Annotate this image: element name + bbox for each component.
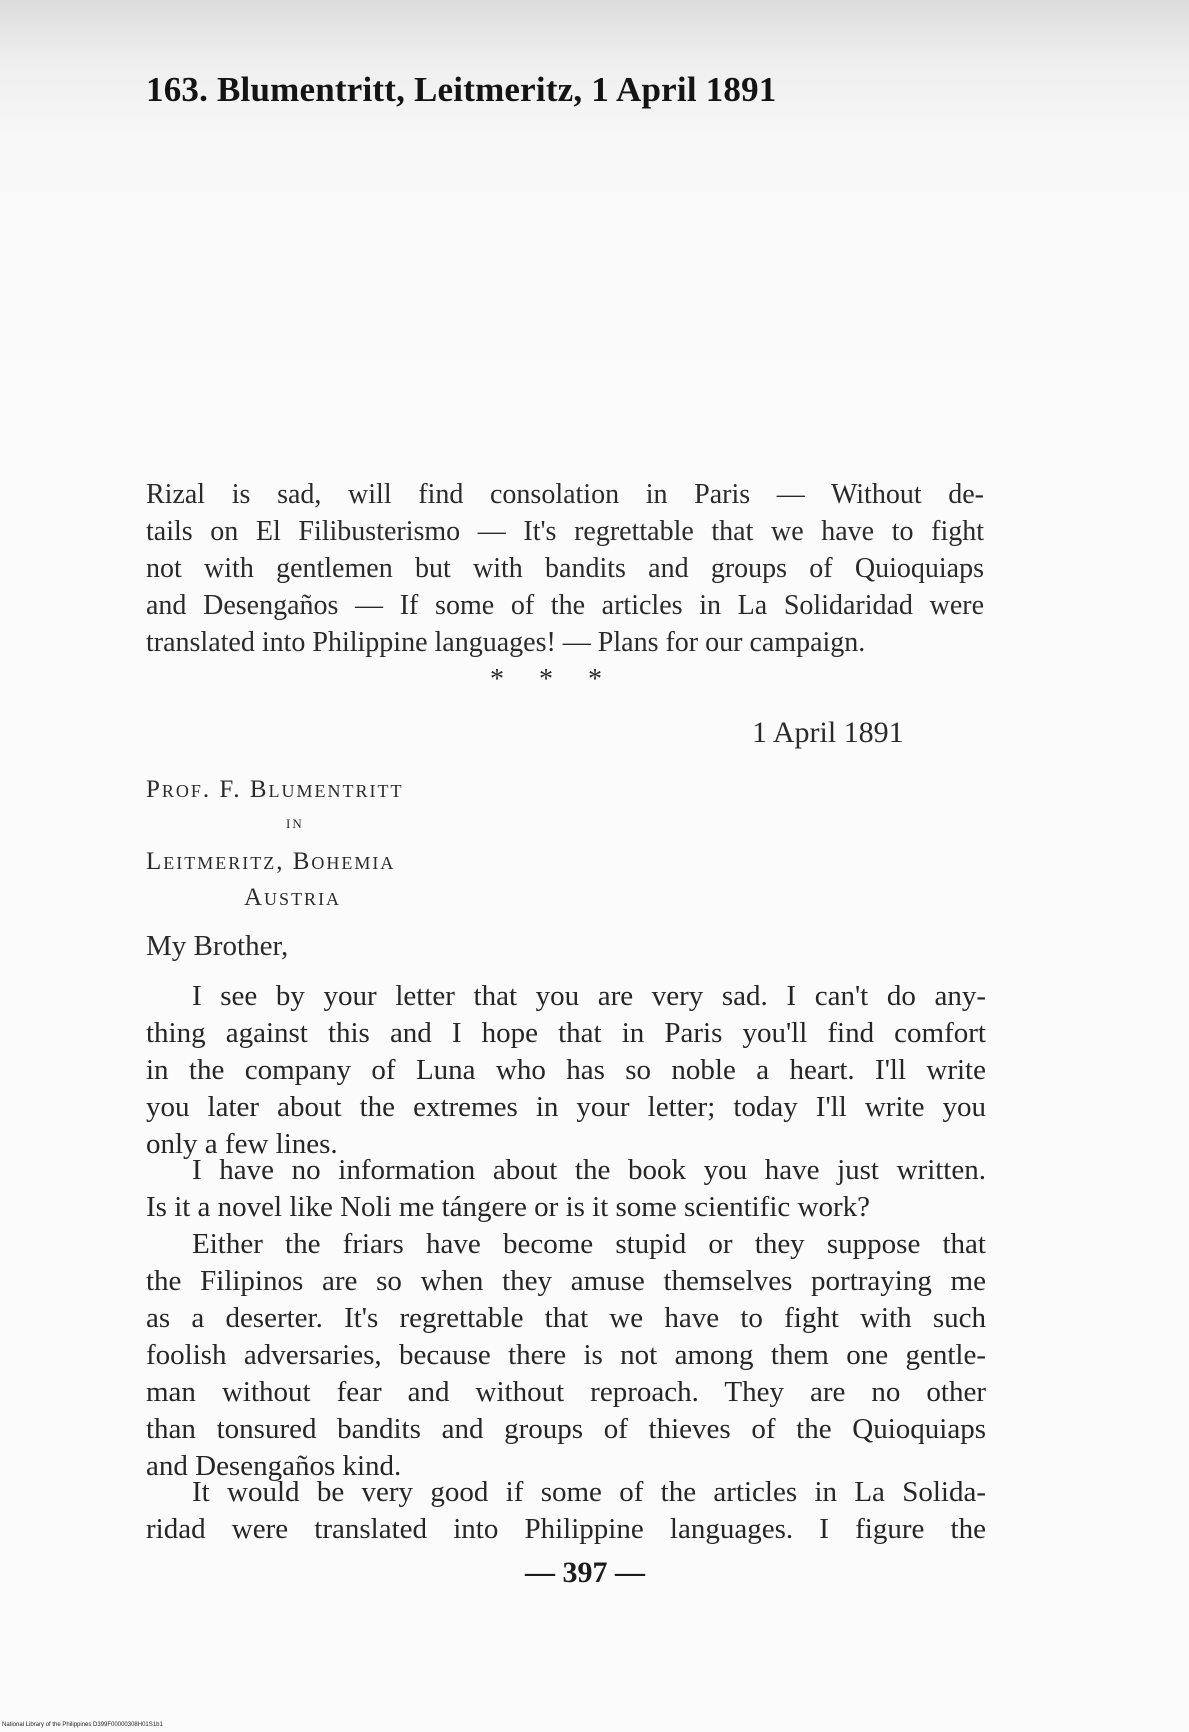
scan-footer: National Library of the Philippines D399F00000308H01S1b1 [2, 1722, 163, 1728]
paragraph-line: It would be very good if some of the articles in La Solida- [192, 1476, 986, 1508]
paragraph-line: and Desengaños kind. [146, 1450, 402, 1482]
paragraph-line: ridad were translated into Philippine languages. I figure the [146, 1513, 986, 1545]
salutation: My Brother, [146, 930, 289, 962]
section-separator: * * * [490, 664, 606, 695]
paragraph-line: foolish adversaries, because there is not among them one gentle- [146, 1339, 986, 1371]
paragraph [146, 1226, 986, 1485]
paragraph-line: you later about the extremes in your letter; today I'll write you [146, 1091, 986, 1123]
paragraph-line: than tonsured bandits and groups of thieves of the Quioquiaps [146, 1413, 986, 1445]
address-line: in [286, 812, 304, 833]
summary-line: not with gentlemen but with bandits and groups of Quioquiaps [146, 553, 984, 584]
summary-line: and Desengaños — If some of the articles in La Solidaridad were [146, 590, 984, 621]
paragraph-line: Either the friars have become stupid or they suppose that [192, 1228, 986, 1260]
summary-line: translated into Philippine languages! — Plans for our campaign. [146, 627, 866, 658]
paragraph-line: as a deserter. It's regrettable that we have to fight with such [146, 1302, 986, 1334]
letter-summary [146, 476, 984, 661]
summary-line: Rizal is sad, will find consolation in Paris — Without de- [146, 479, 984, 510]
address-line: Leitmeritz, Bohemia [146, 848, 396, 875]
paragraph-line: in the company of Luna who has so noble a heart. I'll write [146, 1054, 986, 1086]
paragraph [146, 1474, 986, 1548]
paragraph-line: man without fear and without reproach. They are no other [146, 1376, 986, 1408]
address-line: Prof. F. Blumentritt [146, 776, 404, 803]
paragraph-line: I see by your letter that you are very sad. I can't do any- [192, 980, 986, 1012]
letter-heading: 163. Blumentritt, Leitmeritz, 1 April 1891 [146, 70, 777, 109]
paragraph [146, 1152, 986, 1226]
summary-line: tails on El Filibusterismo — It's regrettable that we have to fight [146, 516, 984, 547]
paragraph [146, 978, 986, 1163]
paragraph-line: the Filipinos are so when they amuse themselves portraying me [146, 1265, 986, 1297]
letter-date: 1 April 1891 [752, 716, 904, 749]
paragraph-line: Is it a novel like Noli me tángere or is it some scientific work? [146, 1191, 870, 1223]
paragraph-line: thing against this and I hope that in Paris you'll find comfort [146, 1017, 986, 1049]
page-number: — 397 — [525, 1556, 645, 1589]
paragraph-line: only a few lines. [146, 1128, 338, 1160]
address-line: Austria [244, 884, 342, 911]
paragraph-line: I have no information about the book you have just written. [192, 1154, 986, 1186]
